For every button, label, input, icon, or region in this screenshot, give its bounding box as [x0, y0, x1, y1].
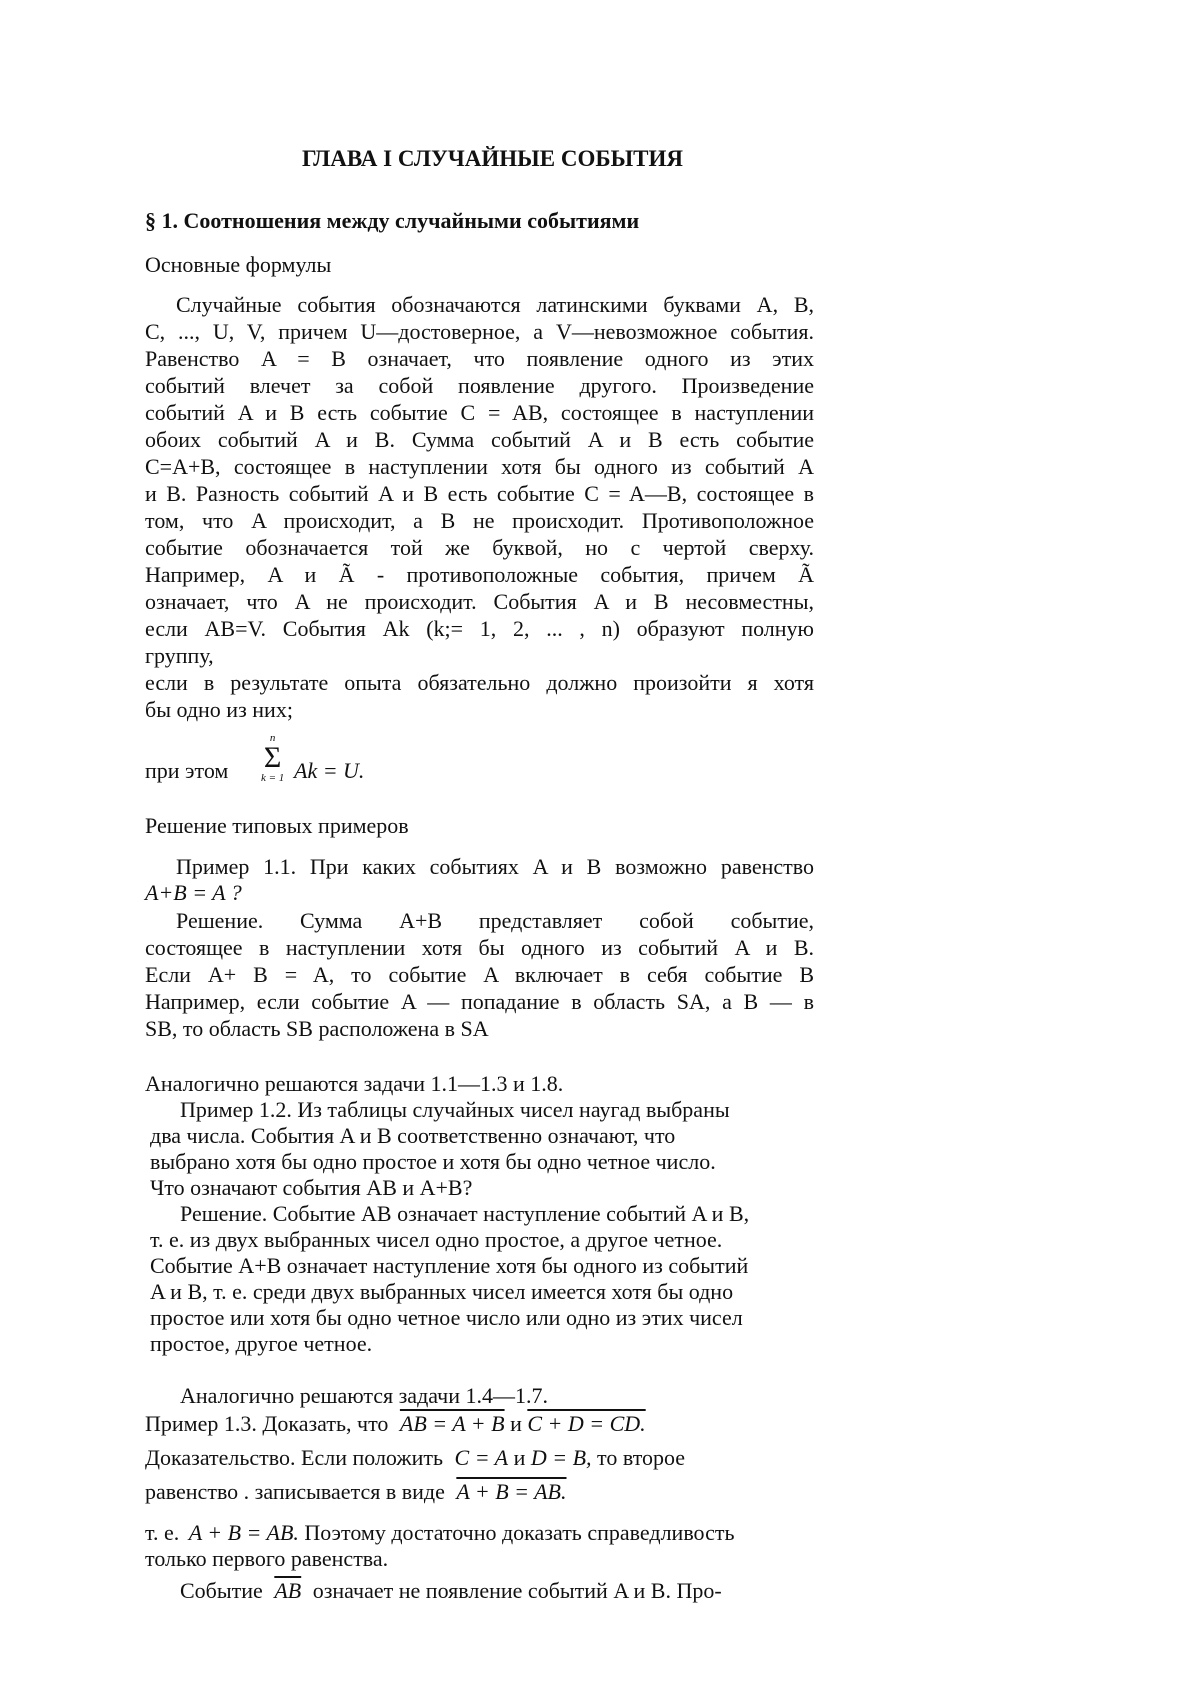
example1-line-5: Если A+ B = A, то событие A включает в себя событие B — [145, 962, 814, 987]
example3-line-3 — [145, 1479, 567, 1505]
analog-note-2: Аналогично решаются задачи 1.4—1.7. — [180, 1383, 548, 1408]
example1-line-2: A+B = A ? — [145, 880, 242, 905]
example3-formula-3: C = A — [454, 1445, 509, 1470]
example2-line-9: простое или хотя бы одно четное число или одно из этих чисел — [150, 1305, 743, 1330]
example2-line-8: A и B, т. е. среди двух выбранных чисел имеется хотя бы одно — [150, 1279, 734, 1304]
example2-line-10: простое, другое четное. — [150, 1331, 373, 1356]
example2-line-3: выбрано хотя бы одно простое и хотя бы одно четное число. — [150, 1149, 716, 1174]
intro-line-10: событие обозначается той же буквой, но с чертой сверху. — [145, 535, 814, 560]
example3-conjunction-1: и — [510, 1411, 522, 1436]
intro-line-13: если AB=V. События Ak (k;= 1, 2, ... , n) образуют полную — [145, 616, 814, 641]
example3-conjunction-2: и — [513, 1445, 526, 1470]
example3-line-4-text: т. е. — [145, 1520, 180, 1545]
example3-line-2 — [145, 1445, 685, 1471]
example3-line-2-text: Доказательство. Если положить — [145, 1445, 444, 1470]
sum-body: Ak = U. — [294, 758, 365, 783]
intro-line-4: событий влечет за собой появление другого. Произведение — [145, 373, 814, 398]
example2-line-6: т. е. из двух выбранных чисел одно простое, а другое четное. — [150, 1227, 723, 1252]
intro-line-14: группу, — [145, 643, 214, 668]
example3-line-5: только первого равенства. — [145, 1546, 389, 1571]
example3-formula-4: D = B, — [530, 1445, 592, 1470]
example1-line-1: Пример 1.1. При каких событиях A и B возможно равенство — [176, 854, 814, 879]
subheading-examples: Решение типовых примеров — [145, 813, 409, 838]
example2-line-4: Что означают события AB и A+B? — [150, 1175, 473, 1200]
example3-formula-6: A + B = AB. — [188, 1520, 299, 1545]
analog-note-1: Аналогично решаются задачи 1.1—1.3 и 1.8. — [145, 1071, 564, 1096]
example1-line-3: Решение. Сумма A+B представляет собой событие, — [176, 908, 814, 933]
example3-line-6-suffix: означает не появление событий A и B. Про- — [312, 1578, 722, 1603]
intro-line-12: означает, что A не происходит. События A и B несовместны, — [145, 589, 814, 614]
sum-sign: Σ — [263, 741, 282, 774]
intro-line-9: том, что A происходит, а B не происходит. Противоположное — [145, 508, 814, 533]
example3-line-1-text: Пример 1.3. Доказать, что — [145, 1411, 389, 1436]
intro-line-3: Равенство A = B означает, что появление одного из этих — [145, 346, 814, 371]
example1-line-7: SB, то область SB расположена в SA — [145, 1016, 489, 1041]
example3-line-4 — [145, 1520, 735, 1546]
example2-line-5: Решение. Событие AB означает наступление событий A и B, — [180, 1201, 750, 1226]
intro-line-16: бы одно из них; — [145, 697, 293, 722]
example3-line-1 — [145, 1411, 646, 1437]
sum-operator — [261, 732, 284, 784]
intro-line-11: Например, A и Ã - противоположные события, причем Ã — [145, 562, 814, 587]
subheading-formulas: Основные формулы — [145, 252, 332, 277]
example3-formula-5: A + B = AB. — [456, 1479, 567, 1504]
example2-line-2: два числа. События A и B соответственно означают, что — [150, 1123, 676, 1148]
example3-line-6 — [180, 1578, 722, 1604]
example3-line-3-text: равенство . записывается в виде — [145, 1479, 445, 1504]
example2-line-7: Событие A+B означает наступление хотя бы одного из событий — [150, 1253, 749, 1278]
intro-line-6: обоих событий A и B. Сумма событий A и B есть событие — [145, 427, 814, 452]
example3-line-6-text: Событие — [180, 1578, 263, 1603]
example2-line-1: Пример 1.2. Из таблицы случайных чисел наугад выбраны — [180, 1097, 730, 1122]
example3-formula-7: $\overline{AB}$ — [274, 1578, 302, 1603]
sum-upper-limit: n — [269, 732, 276, 744]
intro-line-7: C=A+B, состоящее в наступлении хотя бы одного из событий A — [145, 454, 814, 479]
intro-line-8: и B. Разность событий A и B есть событие C = A—B, состоящее в — [145, 481, 814, 506]
example3-line-2-suffix: то второе — [597, 1445, 686, 1470]
example1-line-4: состоящее в наступлении хотя бы одного из событий A и B. — [145, 935, 814, 960]
intro-line-2: C, ..., U, V, причем U—достоверное, а V—невозможное события. — [145, 319, 814, 344]
intro-line-5: событий A и B есть событие C = AB, состоящее в наступлении — [145, 400, 814, 425]
sum-prefix: при этом — [145, 758, 229, 783]
example1-line-6: Например, если событие A — попадание в область SA, а B — в — [145, 989, 814, 1014]
intro-line-1: Случайные события обозначаются латинскими буквами A, B, — [176, 292, 814, 317]
section-title: § 1. Соотношения между случайными событиями — [145, 208, 640, 233]
example3-line-4-suffix: Поэтому достаточно доказать справедливость — [304, 1520, 735, 1545]
example3-formula-2: C + D = CD. — [527, 1411, 646, 1436]
sum-lower-limit: k = 1 — [261, 772, 285, 784]
intro-line-15: если в результате опыта обязательно должно произойти я хотя — [145, 670, 814, 695]
example3-formula-1: AB = A + B — [399, 1411, 505, 1436]
chapter-title: ГЛАВА I СЛУЧАЙНЫЕ СОБЫТИЯ — [302, 146, 683, 171]
